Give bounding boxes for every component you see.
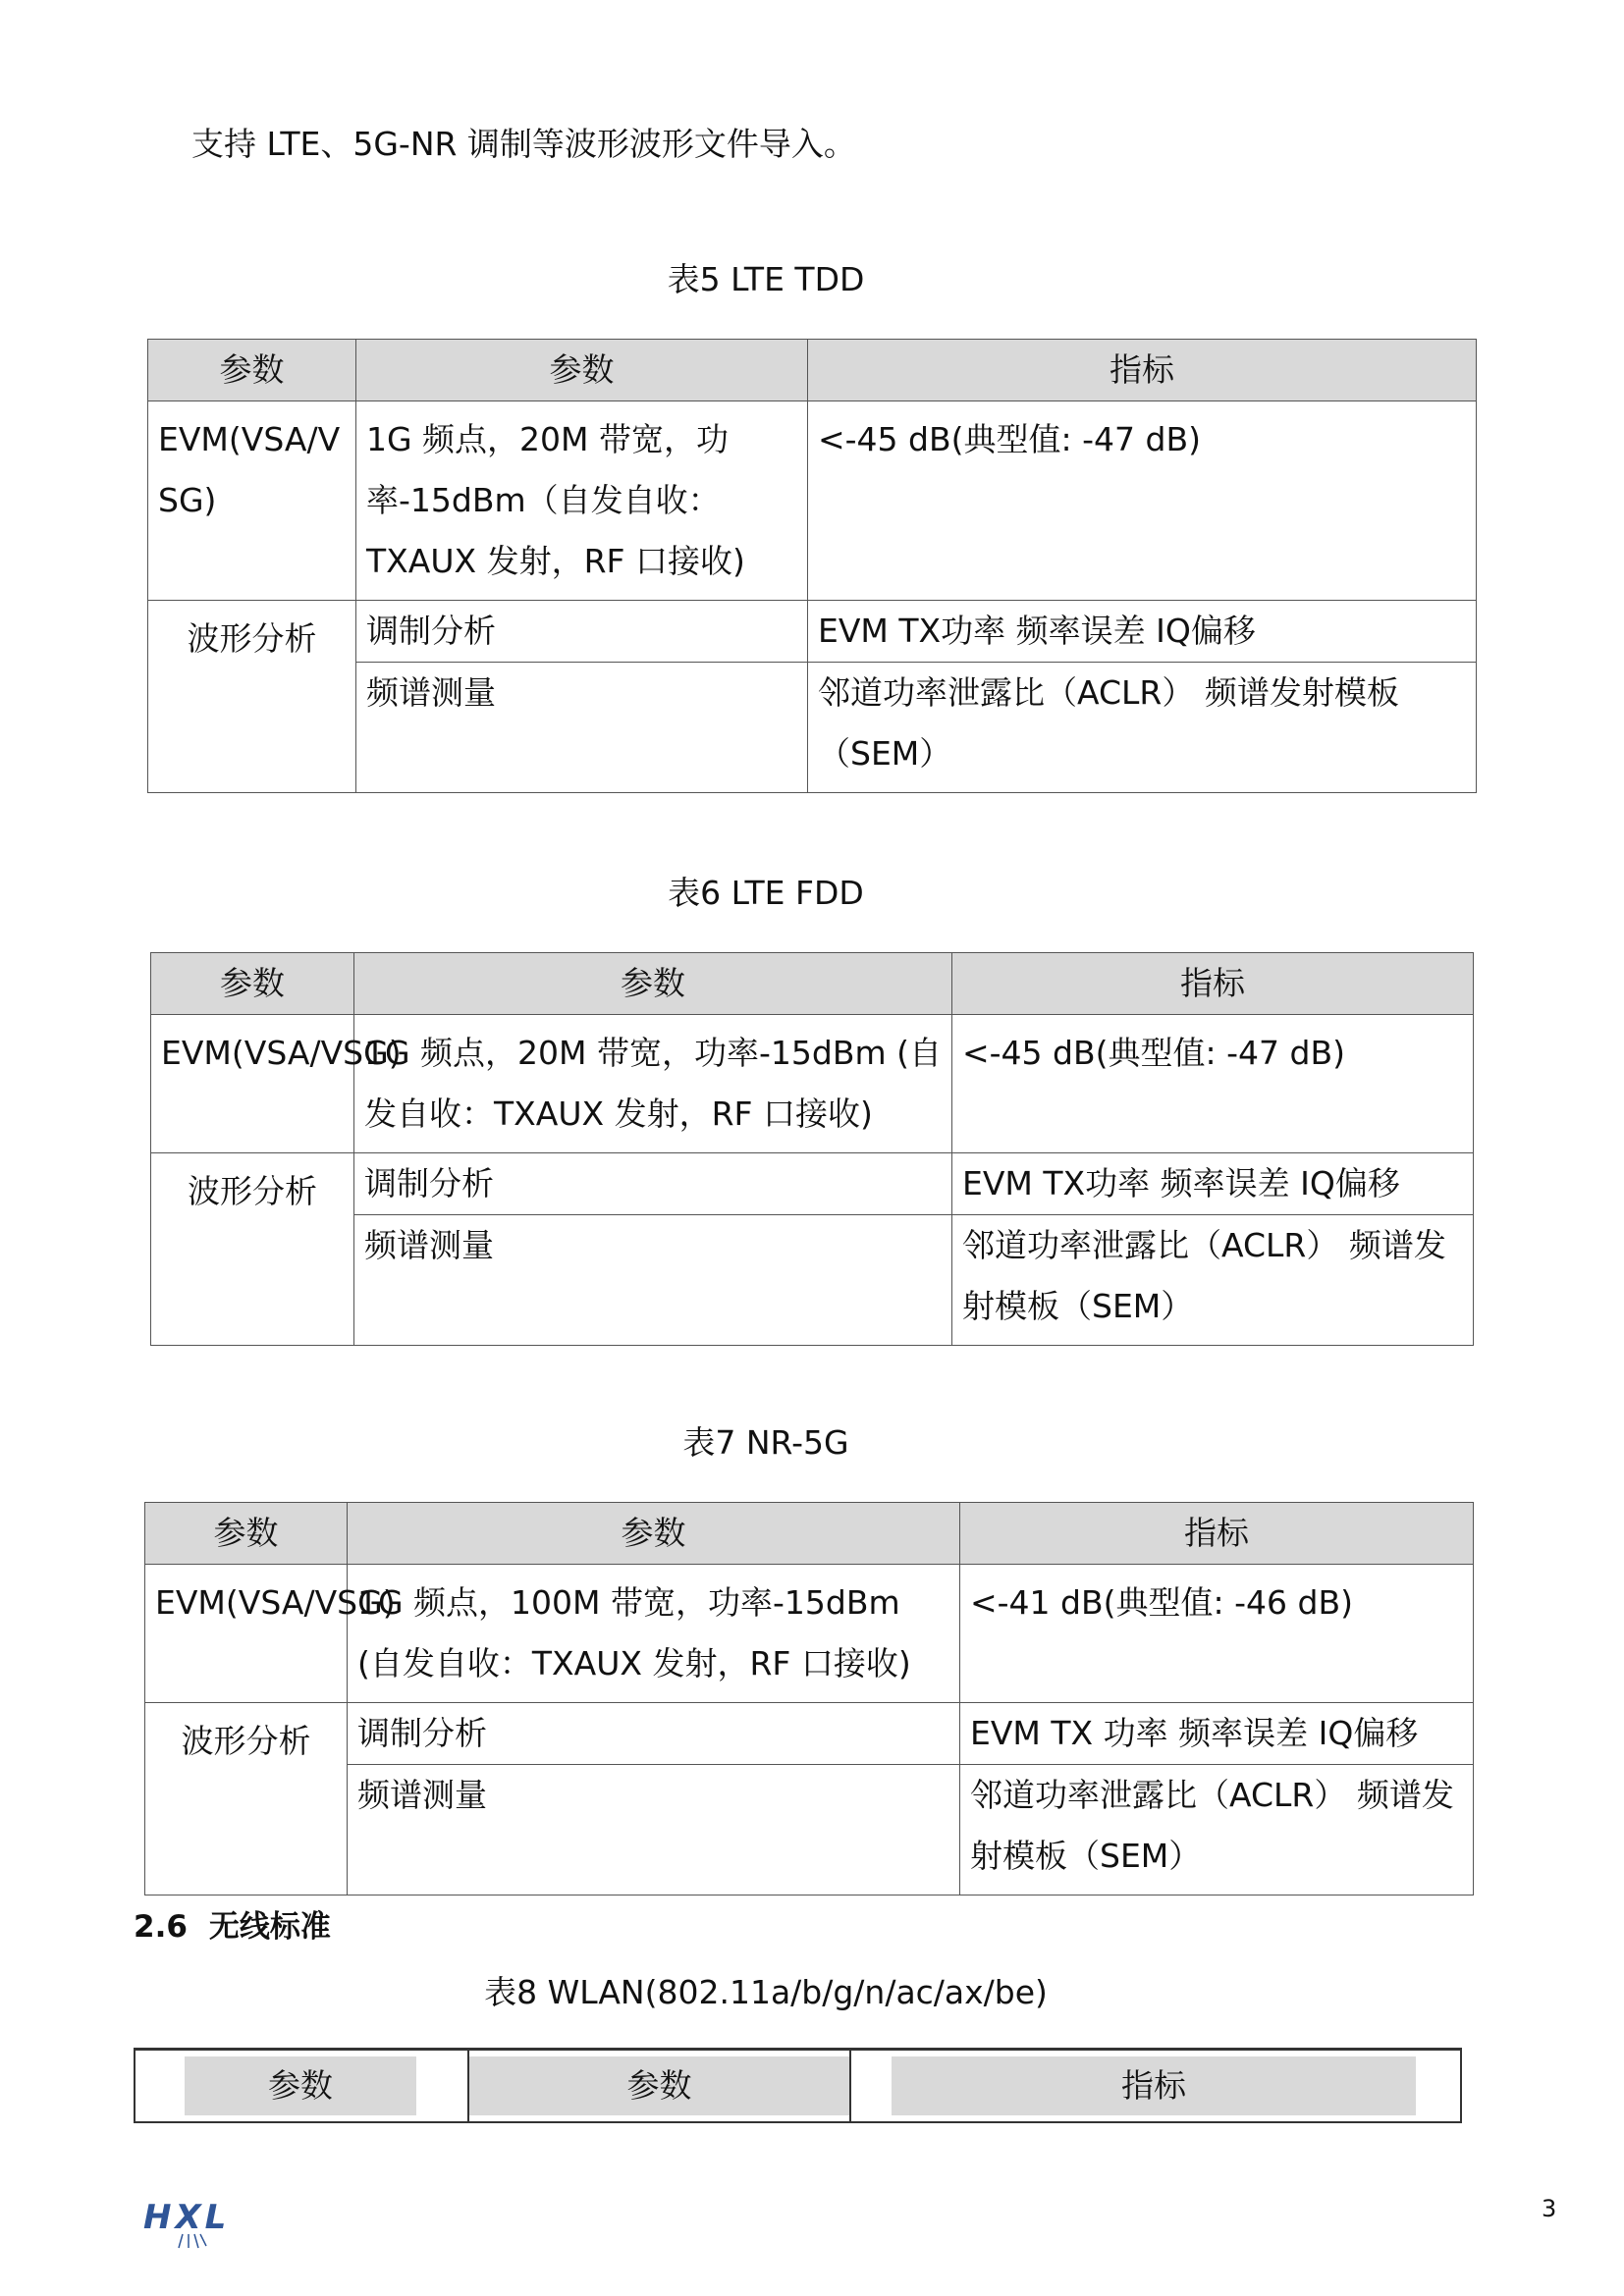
section-title: 无线标准 xyxy=(208,1909,331,1945)
table6-header-param2: 参数 xyxy=(354,953,952,1015)
page-number: 3 xyxy=(1542,2195,1557,2222)
logo-text: HXL xyxy=(143,2198,231,2237)
table7-evm-spec: <-41 dB(典型值: -46 dB) xyxy=(960,1565,1474,1703)
table5 xyxy=(147,339,1477,793)
table6-spec-spec: 邻道功率泄露比（ACLR） 频谱发射模板（SEM） xyxy=(952,1215,1474,1346)
hxl-logo xyxy=(143,2195,247,2250)
table7-spec-param: 频谱测量 xyxy=(348,1765,960,1896)
table6-spec-param: 频谱测量 xyxy=(354,1215,952,1346)
table6-header-spec: 指标 xyxy=(952,953,1474,1015)
table7-header-param: 参数 xyxy=(145,1503,348,1565)
table5-spec-spec: 邻道功率泄露比（ACLR） 频谱发射模板（SEM） xyxy=(808,663,1477,793)
table6-evm-param: 1G 频点，20M 带宽，功率-15dBm (自发自收：TXAUX 发射，RF 口接收) xyxy=(354,1015,952,1153)
table7-mod-spec: EVM TX 功率 频率误差 IQ偏移 xyxy=(960,1703,1474,1765)
table8-divider xyxy=(849,2051,851,2121)
table7-evm-label: EVM(VSA/VSG) xyxy=(145,1565,348,1703)
table5-evm-param: 1G 频点，20M 带宽，功率-15dBm（自发自收：TXAUX 发射，RF 口接收) xyxy=(356,401,808,601)
table8-header-param: 参数 xyxy=(185,2056,416,2115)
section-heading xyxy=(134,1904,331,1949)
table7-mod-param: 调制分析 xyxy=(348,1703,960,1765)
table8 xyxy=(134,2048,1462,2123)
table6-wave-label: 波形分析 xyxy=(151,1153,354,1346)
intro-paragraph: 支持 LTE、5G-NR 调制等波形波形文件导入。 xyxy=(191,125,856,163)
table6-header-param: 参数 xyxy=(151,953,354,1015)
table7-spec-spec: 邻道功率泄露比（ACLR） 频谱发射模板（SEM） xyxy=(960,1765,1474,1896)
table8-header-spec: 指标 xyxy=(892,2056,1416,2115)
table7-evm-param: 1G 频点，100M 带宽，功率-15dBm (自发自收：TXAUX 发射，RF 口接收) xyxy=(348,1565,960,1703)
table8-header-param2: 参数 xyxy=(469,2056,849,2115)
table5-caption: 表5 LTE TDD xyxy=(667,260,865,298)
table5-header-spec: 指标 xyxy=(808,340,1477,401)
table7 xyxy=(144,1502,1474,1896)
table7-header-spec: 指标 xyxy=(960,1503,1474,1565)
table6-mod-spec: EVM TX功率 频率误差 IQ偏移 xyxy=(952,1153,1474,1215)
table5-header-param: 参数 xyxy=(148,340,356,401)
section-number: 2.6 xyxy=(134,1909,188,1945)
table7-header-param2: 参数 xyxy=(348,1503,960,1565)
table8-caption: 表8 WLAN(802.11a/b/g/n/ac/ax/be) xyxy=(484,1973,1048,2011)
table5-mod-spec: EVM TX功率 频率误差 IQ偏移 xyxy=(808,601,1477,663)
table6-caption: 表6 LTE FDD xyxy=(668,874,864,912)
table6 xyxy=(150,952,1474,1346)
table6-evm-spec: <-45 dB(典型值: -47 dB) xyxy=(952,1015,1474,1153)
table6-evm-label: EVM(VSA/VSG) xyxy=(151,1015,354,1153)
table5-evm-label: EVM(VSA/VSG) xyxy=(148,401,356,601)
table5-wave-label: 波形分析 xyxy=(148,601,356,793)
table5-spec-param: 频谱测量 xyxy=(356,663,808,793)
table7-wave-label: 波形分析 xyxy=(145,1703,348,1896)
table6-mod-param: 调制分析 xyxy=(354,1153,952,1215)
table5-evm-spec: <-45 dB(典型值: -47 dB) xyxy=(808,401,1477,601)
table5-mod-param: 调制分析 xyxy=(356,601,808,663)
table5-header-param2: 参数 xyxy=(356,340,808,401)
table7-caption: 表7 NR-5G xyxy=(682,1423,849,1462)
